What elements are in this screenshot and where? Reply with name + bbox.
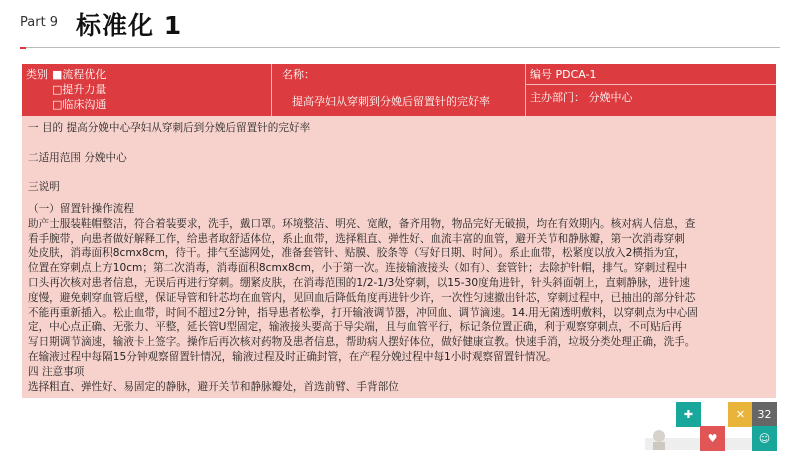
body-line: 助产士服装鞋帽整洁，符合着装要求，洗手，戴口罩。环境整洁、明亮、宽敞，备齐用物，物品完好无破损，均在有效期内。核对病人信息，查	[28, 217, 696, 230]
body-line: 不能再重新插入。松止血带，时间不超过2分钟，指导患者松拳，打开输液调节器，冲回血、调节滴速。14.用无菌透明敷料，以穿刺点为中心固	[28, 306, 698, 319]
code-cell	[526, 64, 776, 116]
standard-card	[22, 64, 776, 398]
person-icon: ☺	[752, 426, 777, 451]
body-line: 定，中心点正确、无张力、平整，延长管U型固定，输液接头要高于导尖端，且与血管平行，标记条位置正确，利于观察穿刺点，不可贴后再	[28, 321, 682, 334]
dept-value: 主办部门： 分娩中心	[530, 91, 633, 104]
hospital-icon: ✚	[676, 402, 701, 427]
explain-line: 三说明	[28, 181, 60, 194]
page-number: 32	[752, 402, 777, 427]
heart-icon: ♥	[700, 426, 725, 451]
notes-line: 选择粗直、弹性好、易固定的静脉，避开关节和静脉瓣处，首选前臂、手背部位	[28, 380, 399, 393]
name-cell	[272, 64, 526, 116]
grid-icon: ✕	[728, 402, 753, 427]
body-line: 看手腕带，向患者做好解释工作，给患者取舒适体位，系止血带，选择粗直、弹性好、血流丰富的血管，避开关节和静脉瓣，第一次消毒穿刺	[28, 232, 685, 245]
name-value: 提高孕妇从穿刺到分娩后留置针的完好率	[292, 95, 490, 108]
category-option-2: □提升力量	[52, 83, 107, 96]
body-line: 写日期调节滴速，输液卡上签字。操作后再次核对药物及患者信息，帮助病人摆好体位，做好健康宣教。快速手消，垃圾分类处理正确，洗手。	[28, 336, 696, 349]
code-value: 编号 PDCA-1	[530, 68, 597, 81]
header-accent	[20, 47, 26, 49]
category-option-1: ■流程优化	[52, 68, 107, 81]
body-line: 度慢，避免刺穿血管后壁，保证导管和针芯均在血管内，见回血后降低角度再进针少许，一次性匀速撤出针芯，穿刺过程中，已抽出的部分针芯	[28, 291, 696, 304]
goal-line: 一 目的 提高分娩中心孕妇从穿刺后到分娩后留置针的完好率	[28, 122, 311, 134]
category-option-3: □临床沟通	[52, 98, 107, 111]
card-header	[22, 64, 776, 116]
body-line: 在输液过程中每隔15分钟观察留置针情况，输液过程及时正确封管，在产程分娩过程中每1小时观察留置针情况。	[28, 350, 557, 363]
page-title: 标准化 1	[76, 11, 183, 40]
part-label: Part 9	[20, 15, 59, 30]
name-label: 名称：	[282, 68, 315, 81]
body-line: 口头再次核对患者信息，无误后再进行穿刺。绷紧皮肤，在消毒范围的1/2-1/3处穿刺，以15-30度角进针，针头斜面朝上，直刺静脉，进针速	[28, 276, 690, 289]
notes-title: 四 注意事项	[28, 365, 85, 378]
row-divider	[526, 84, 776, 85]
scope-line: 二适用范围 分娩中心	[28, 151, 127, 164]
category-cell	[22, 64, 272, 116]
page-header	[0, 0, 800, 48]
category-label: 类别	[26, 68, 48, 81]
content-body	[28, 121, 773, 394]
sub-heading: （一）留置针操作流程	[28, 202, 134, 215]
header-divider	[20, 47, 780, 48]
body-line: 处皮肤，消毒面积8cmx8cm，待干。排气至滤网处，准备套管针、贴膜、胶条等（写好日期、时间）。系止血带，松紧度以放入2横指为宜，	[28, 247, 686, 260]
body-line: 位置在穿刺点上方10cm；第二次消毒，消毒面积8cmx8cm，小于第一次。连接输液接头（如有）、套管针；去除护针帽，排气。穿刺过程中	[28, 262, 688, 275]
